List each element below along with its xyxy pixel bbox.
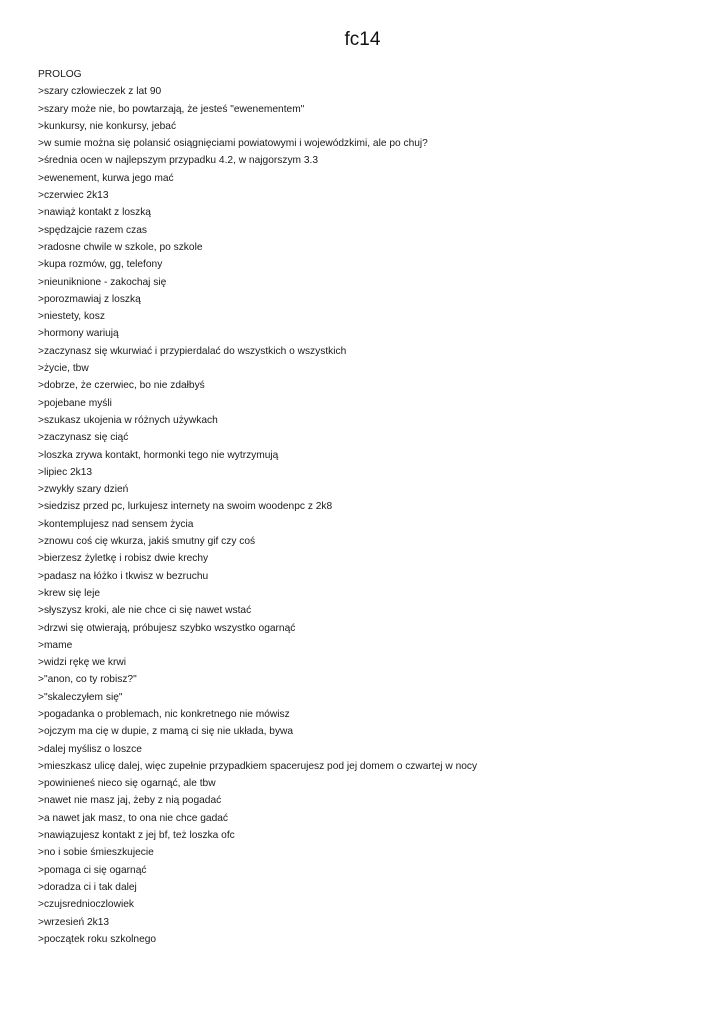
- text-line: >ewenement, kurwa jego mać: [38, 172, 174, 184]
- text-line: >ojczym ma cię w dupie, z mamą ci się nie układa, bywa: [38, 726, 294, 738]
- text-line: >nawiąż kontakt z loszką: [38, 207, 151, 219]
- text-line: >padasz na łóżko i tkwisz w bezruchu: [38, 570, 209, 582]
- text-line: >niestety, kosz: [38, 311, 105, 323]
- text-line: >radosne chwile w szkole, po szkole: [38, 241, 203, 253]
- text-line: >porozmawiaj z loszką: [38, 293, 141, 305]
- text-line: >kupa rozmów, gg, telefony: [38, 259, 163, 271]
- document-title: fc14: [344, 29, 381, 50]
- text-line: >mieszkasz ulicę dalej, więc zupełnie przypadkiem spacerujesz pod jej domem o czwartej w nocy: [38, 760, 478, 772]
- text-line: PROLOG: [38, 69, 82, 80]
- text-line: >szary człowieczek z lat 90: [38, 86, 162, 98]
- text-line: >a nawet jak masz, to ona nie chce gadać: [38, 812, 229, 824]
- text-line: >zaczynasz się ciąć: [38, 432, 129, 444]
- text-line: >w sumie można się polansić osiągnięciami powiatowymi i wojewódzkimi, ale po chuj?: [38, 138, 428, 150]
- text-line: >krew się leje: [38, 587, 101, 599]
- text-line: >szary może nie, bo powtarzają, że jesteś "ewenementem": [38, 103, 305, 115]
- text-line: >pojebane myśli: [38, 397, 112, 409]
- text-line: >hormony wariują: [38, 328, 119, 340]
- text-line: >życie, tbw: [38, 363, 89, 375]
- text-line: >wrzesień 2k13: [38, 916, 110, 928]
- text-line: >drzwi się otwierają, próbujesz szybko wszystko ogarnąć: [38, 622, 296, 634]
- text-line: >"skaleczyłem się": [38, 691, 123, 703]
- text-line: >nieuniknione - zakochaj się: [38, 276, 167, 288]
- text-line: >słyszysz kroki, ale nie chce ci się nawet wstać: [38, 605, 252, 617]
- document-body: [38, 66, 708, 948]
- text-line: >pomaga ci się ogarnąć: [38, 864, 147, 876]
- text-line: >zaczynasz się wkurwiać i przypierdalać do wszystkich o wszystkich: [38, 345, 347, 357]
- text-line: >"anon, co ty robisz?": [38, 674, 137, 686]
- text-line: >szukasz ukojenia w różnych używkach: [38, 414, 218, 426]
- text-line: >dalej myślisz o loszce: [38, 743, 142, 755]
- text-line: >czujsrednioczlowiek: [38, 899, 134, 911]
- text-line: >początek roku szkolnego: [38, 933, 157, 945]
- text-line: >doradza ci i tak dalej: [38, 881, 137, 893]
- text-line: >mame: [38, 639, 73, 651]
- text-line: >nawiązujesz kontakt z jej bf, też loszka ofc: [38, 830, 235, 842]
- text-line: >spędzajcie razem czas: [38, 224, 147, 236]
- text-line: >dobrze, że czerwiec, bo nie zdałbyś: [38, 380, 205, 392]
- text-line: >lipiec 2k13: [38, 466, 93, 478]
- text-line: >no i sobie śmieszkujecie: [38, 847, 154, 859]
- text-line: >widzi rękę we krwi: [38, 657, 127, 669]
- text-line: >siedzisz przed pc, lurkujesz internety na swoim woodenpc z 2k8: [38, 501, 333, 513]
- text-line: >pogadanka o problemach, nic konkretnego nie mówisz: [38, 708, 290, 720]
- text-line: >kunkursy, nie konkursy, jebać: [38, 120, 177, 132]
- text-line: >czerwiec 2k13: [38, 190, 109, 202]
- text-line: >nawet nie masz jaj, żeby z nią pogadać: [38, 795, 222, 807]
- text-line: >bierzesz żyletkę i robisz dwie krechy: [38, 553, 209, 565]
- text-line: >loszka zrywa kontakt, hormonki tego nie wytrzymują: [38, 449, 279, 461]
- text-line: >zwykły szary dzień: [38, 484, 129, 496]
- text-line: >średnia ocen w najlepszym przypadku 4.2, w najgorszym 3.3: [38, 155, 319, 167]
- text-line: >powinieneś nieco się ogarnąć, ale tbw: [38, 778, 216, 790]
- text-line: >znowu coś cię wkurza, jakiś smutny gif czy coś: [38, 536, 256, 548]
- text-line: >kontemplujesz nad sensem życia: [38, 518, 194, 530]
